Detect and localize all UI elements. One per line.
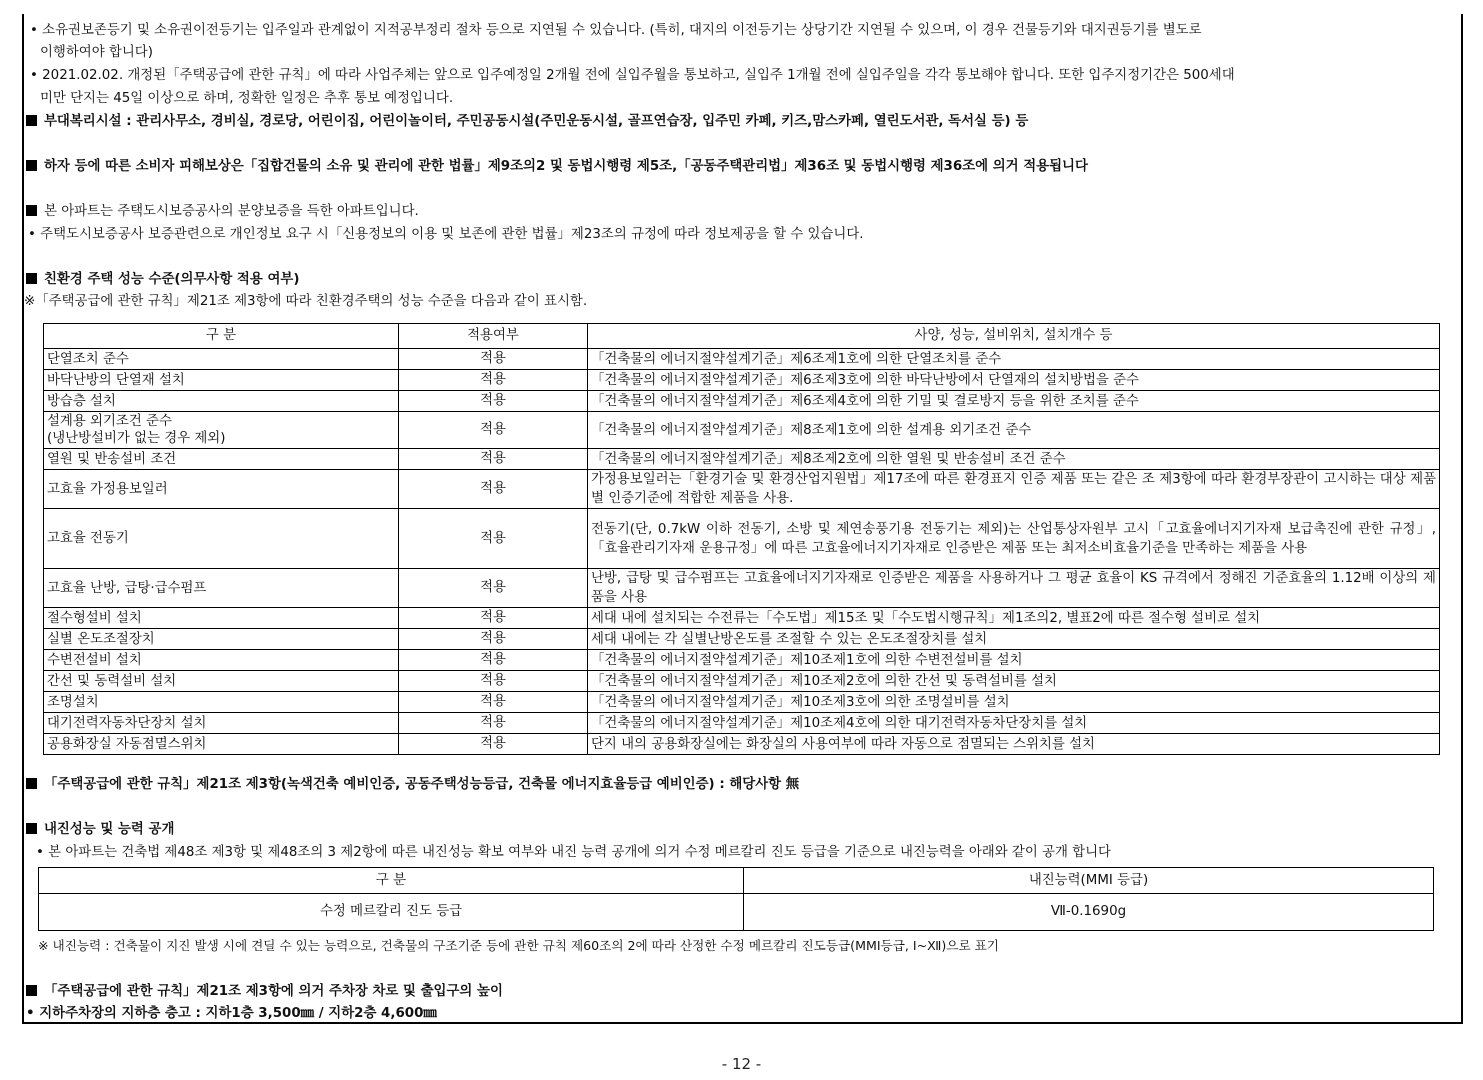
eco-table-row	[44, 734, 1440, 755]
eco-apply: 적용	[399, 734, 588, 755]
guarantee-note: • 주택도시보증공사 보증관련으로 개인정보 요구 시「신용정보의 이용 및 보존에 관한 법률」제23조의 규정에 따라 정보제공을 할 수 있습니다.	[28, 227, 864, 242]
section-defect-text: 하자 등에 따른 소비자 피해보상은「집합건물의 소유 및 관리에 관한 법률」제9조의2 및 동법시행령 제5조,「공동주택관리법」제36조 및 동법시행령 제36조에 의거 적용됩니다	[44, 159, 1088, 174]
eco-apply: 적용	[399, 370, 588, 391]
eco-spec: 「건축물의 에너지절약설계기준」제10조제2호에 의한 간선 및 동력설비를 설치	[588, 671, 1440, 692]
eco-header-category: 구 분	[44, 324, 399, 349]
eco-item: 고효율 난방, 급탕·급수펌프	[44, 569, 399, 608]
eco-apply: 적용	[399, 470, 588, 509]
eco-spec: 「건축물의 에너지절약설계기준」제6조제1호에 의한 단열조치를 준수	[588, 349, 1440, 370]
section-welfare	[26, 112, 1028, 132]
eco-table-row	[44, 692, 1440, 713]
eco-apply: 적용	[399, 713, 588, 734]
square-bullet-icon	[26, 205, 37, 216]
eco-spec: 「건축물의 에너지절약설계기준」제10조제4호에 의한 대기전력자동차단장치를 설치	[588, 713, 1440, 734]
seismic-row-value: Ⅶ-0.1690g	[744, 894, 1434, 931]
eco-spec: 세대 내에는 각 실별난방온도를 조절할 수 있는 온도조절장치를 설치	[588, 629, 1440, 650]
eco-apply: 적용	[399, 391, 588, 412]
eco-spec: 전동기(단, 0.7kW 이하 전동기, 소방 및 제연송풍기용 전동기는 제외)는 산업통상자원부 고시「고효율에너지기자재 보급촉진에 관한 규정」,「효율관리기자재 운용규정」에 따른 고효율에너지기자재로 인증받은 제품 또는 최저소비효율기준을 만족하는 제품을 사용	[588, 509, 1440, 569]
section-parking-title	[26, 982, 503, 1002]
section-parking-title-text: 「주택공급에 관한 규칙」제21조 제3항에 의거 주차장 차로 및 출입구의 높이	[44, 984, 503, 999]
eco-item: 열원 및 반송설비 조건	[44, 449, 399, 470]
section-seismic-title-text: 내진성능 및 능력 공개	[44, 822, 175, 837]
section-guarantee	[26, 202, 419, 222]
page-number: - 12 -	[721, 1055, 762, 1073]
eco-apply: 적용	[399, 671, 588, 692]
eco-table-row	[44, 412, 1440, 449]
parking-note: • 지하주차장의 지하층 층고 : 지하1층 3,500㎜ / 지하2층 4,600㎜	[26, 1006, 437, 1021]
bullet-registration-1: • 소유권보존등기 및 소유권이전등기는 입주일과 관계없이 지적공부정리 절차 등으로 지연될 수 있습니다. (특히, 대지의 이전등기는 상당기간 지연될 수 있으며, 이 경우 건물등기와 대지권등기를 별도로	[30, 23, 1202, 38]
seismic-note: • 본 아파트는 건축법 제48조 제3항 및 제48조의 3 제2항에 따른 내진성능 확보 여부와 내진 능력 공개에 의거 수정 메르칼리 진도 등급을 기준으로 내진능력을 아래와 같이 공개 합니다	[36, 845, 1111, 860]
eco-item: 고효율 전동기	[44, 509, 399, 569]
eco-spec: 난방, 급탕 및 급수펌프는 고효율에너지기자재로 인증받은 제품을 사용하거나 그 평균 효율이 KS 규격에서 정해진 기준효율의 1.12배 이상의 제품을 사용	[588, 569, 1440, 608]
eco-spec: 「건축물의 에너지절약설계기준」제10조제3호에 의한 조명설비를 설치	[588, 692, 1440, 713]
eco-note: ※「주택공급에 관한 규칙」제21조 제3항에 따라 친환경주택의 성능 수준을 다음과 같이 표시함.	[24, 294, 588, 309]
eco-apply: 적용	[399, 509, 588, 569]
eco-spec: 「건축물의 에너지절약설계기준」제8조제2호에 의한 열원 및 반송설비 조건 준수	[588, 449, 1440, 470]
eco-header-apply: 적용여부	[399, 324, 588, 349]
eco-table-row	[44, 470, 1440, 509]
eco-item: 절수형설비 설치	[44, 608, 399, 629]
eco-apply: 적용	[399, 608, 588, 629]
eco-table-row	[44, 370, 1440, 391]
eco-item: 공용화장실 자동점멸스위치	[44, 734, 399, 755]
eco-item: 대기전력자동차단장치 설치	[44, 713, 399, 734]
square-bullet-icon	[26, 273, 37, 284]
square-bullet-icon	[26, 778, 37, 789]
eco-item: 바닥난방의 단열재 설치	[44, 370, 399, 391]
seismic-header-category: 구 분	[39, 868, 744, 894]
eco-item: 수변전설비 설치	[44, 650, 399, 671]
eco-apply: 적용	[399, 569, 588, 608]
section-eco-title	[26, 270, 299, 290]
eco-header-spec: 사양, 성능, 설비위치, 설치개수 등	[588, 324, 1440, 349]
eco-table-row	[44, 608, 1440, 629]
eco-table-row	[44, 509, 1440, 569]
eco-apply: 적용	[399, 692, 588, 713]
eco-item: 설계용 외기조건 준수 (냉난방설비가 없는 경우 제외)	[44, 412, 399, 449]
section-guarantee-text: 본 아파트는 주택도시보증공사의 분양보증을 득한 아파트입니다.	[44, 204, 419, 219]
eco-table-row	[44, 449, 1440, 470]
section-defect	[26, 157, 1088, 177]
eco-apply: 적용	[399, 412, 588, 449]
eco-table-row	[44, 349, 1440, 370]
eco-table-row	[44, 629, 1440, 650]
square-bullet-icon	[26, 160, 37, 171]
eco-spec: 세대 내에 설치되는 수전류는「수도법」제15조 및「수도법시행규칙」제1조의2, 별표2에 따른 절수형 설비로 설치	[588, 608, 1440, 629]
eco-spec: 「건축물의 에너지절약설계기준」제6조제4호에 의한 기밀 및 결로방지 등을 위한 조치를 준수	[588, 391, 1440, 412]
bullet-registration-2: 이행하여야 합니다)	[40, 45, 153, 60]
eco-item: 방습층 설치	[44, 391, 399, 412]
seismic-row-label: 수정 메르칼리 진도 등급	[39, 894, 744, 931]
section-seismic-title	[26, 820, 174, 840]
eco-apply: 적용	[399, 629, 588, 650]
eco-table-row	[44, 671, 1440, 692]
section-rule21-text: 「주택공급에 관한 규칙」제21조 제3항(녹색건축 예비인증, 공동주택성능등급, 건축물 에너지효율등급 예비인증) : 해당사항 無	[44, 777, 800, 792]
square-bullet-icon	[26, 115, 37, 126]
seismic-header-mmi: 내진능력(MMI 등급)	[744, 868, 1434, 894]
eco-spec: 「건축물의 에너지절약설계기준」제10조제1호에 의한 수변전설비를 설치	[588, 650, 1440, 671]
eco-spec: 「건축물의 에너지절약설계기준」제6조제3호에 의한 바닥난방에서 단열재의 설치방법을 준수	[588, 370, 1440, 391]
section-welfare-text: 부대복리시설 : 관리사무소, 경비실, 경로당, 어린이집, 어린이놀이터, 주민공동시설(주민운동시설, 골프연습장, 입주민 카페, 키즈,맘스카페, 열린도서관, 독서실 등) 등	[44, 114, 1029, 129]
eco-apply: 적용	[399, 349, 588, 370]
section-eco-title-text: 친환경 주택 성능 수준(의무사항 적용 여부)	[44, 272, 300, 287]
eco-item: 고효율 가정용보일러	[44, 470, 399, 509]
eco-item: 실별 온도조절장치	[44, 629, 399, 650]
square-bullet-icon	[26, 985, 37, 996]
eco-apply: 적용	[399, 449, 588, 470]
eco-table-row	[44, 713, 1440, 734]
eco-spec: 단지 내의 공용화장실에는 화장실의 사용여부에 따라 자동으로 점멸되는 스위치를 설치	[588, 734, 1440, 755]
square-bullet-icon	[26, 823, 37, 834]
eco-table	[43, 323, 1440, 755]
seismic-footnote: ※ 내진능력 : 건축물이 지진 발생 시에 견딜 수 있는 능력으로, 건축물의 구조기준 등에 관한 규칙 제60조의 2에 따라 산정한 수정 메르칼리 진도등급(MMI등급, Ⅰ~Ⅻ)으로 표기	[38, 938, 999, 953]
eco-table-row	[44, 391, 1440, 412]
eco-item: 단열조치 준수	[44, 349, 399, 370]
seismic-table	[38, 867, 1434, 931]
eco-apply: 적용	[399, 650, 588, 671]
eco-table-row	[44, 569, 1440, 608]
bullet-move-in-1: • 2021.02.02. 개정된「주택공급에 관한 규칙」에 따라 사업주체는 앞으로 입주예정일 2개월 전에 실입주월을 통보하고, 실입주 1개월 전에 실입주일을 각각 통보해야 합니다. 또한 입주지정기간은 500세대	[30, 68, 1235, 83]
eco-spec: 가정용보일러는「환경기술 및 환경산업지원법」제17조에 따른 환경표지 인증 제품 또는 같은 조 제3항에 따라 환경부장관이 고시하는 대상 제품별 인증기준에 적합한 제품을 사용.	[588, 470, 1440, 509]
bullet-move-in-2: 미만 단지는 45일 이상으로 하며, 정확한 일정은 추후 통보 예정입니다.	[40, 91, 454, 106]
section-rule21	[26, 775, 799, 795]
eco-table-row	[44, 650, 1440, 671]
eco-item: 간선 및 동력설비 설치	[44, 671, 399, 692]
eco-item: 조명설치	[44, 692, 399, 713]
eco-spec: 「건축물의 에너지절약설계기준」제8조제1호에 의한 설계용 외기조건 준수	[588, 412, 1440, 449]
